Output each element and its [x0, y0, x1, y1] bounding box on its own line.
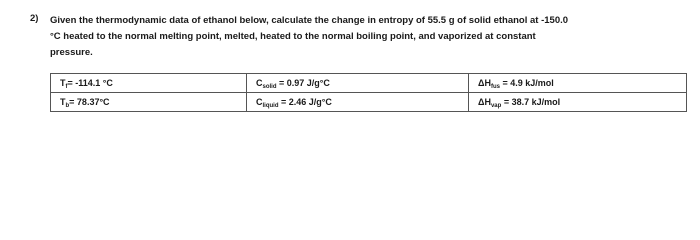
- freezing-point-cell: [51, 74, 247, 93]
- thermo-data-table: [50, 73, 687, 112]
- liquid-heat-capacity-cell: [247, 93, 469, 112]
- value: = 38.7 kJ/mol: [501, 97, 561, 107]
- table-row: [51, 74, 687, 93]
- value: = 4.9 kJ/mol: [499, 78, 554, 88]
- question-line-3: pressure.: [50, 47, 93, 58]
- subscript: f: [65, 84, 68, 90]
- value: = 78.37°C: [69, 97, 110, 107]
- symbol: T: [60, 97, 66, 107]
- value: = -114.1 °C: [67, 78, 113, 88]
- fusion-enthalpy-cell: [469, 74, 687, 93]
- boiling-point-cell: [51, 93, 247, 112]
- symbol: ΔH: [478, 78, 491, 88]
- vaporization-enthalpy-cell: [469, 93, 687, 112]
- question-text: [50, 13, 690, 61]
- symbol: C: [256, 97, 263, 107]
- subscript: vap: [490, 103, 502, 109]
- table-row: [51, 93, 687, 112]
- subscript: liquid: [262, 103, 279, 109]
- value: = 2.46 J/g°C: [278, 97, 332, 107]
- subscript: solid: [262, 84, 277, 90]
- question-line-2: °C heated to the normal melting point, melted, heated to the normal boiling point, and vaporized at constant: [50, 31, 536, 42]
- symbol: C: [256, 78, 263, 88]
- symbol: ΔH: [478, 97, 491, 107]
- solid-heat-capacity-cell: [247, 74, 469, 93]
- symbol: T: [60, 78, 66, 88]
- question-number: 2): [30, 13, 39, 24]
- subscript: b: [65, 103, 70, 109]
- subscript: fus: [490, 84, 500, 90]
- question-line-1: Given the thermodynamic data of ethanol below, calculate the change in entropy of 55.5 g of solid ethanol at -150.0: [50, 15, 569, 26]
- value: = 0.97 J/g°C: [276, 78, 330, 88]
